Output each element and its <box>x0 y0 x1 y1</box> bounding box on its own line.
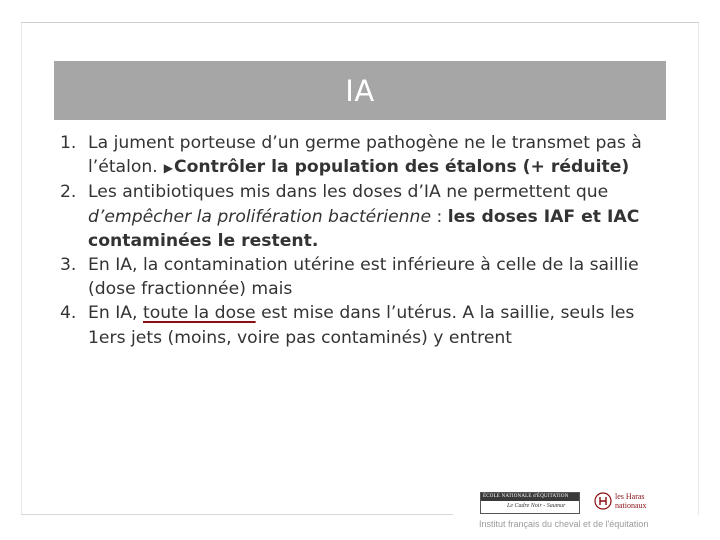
ecole-logo-line1: ÉCOLE NATIONALE d'ÉQUITATION <box>483 494 569 499</box>
item-text: En IA, <box>88 303 143 324</box>
haras-logo-text <box>615 492 647 510</box>
list-number: 2. <box>60 182 77 203</box>
item-text: En IA, la contamination utérine est inférieure à celle de la saillie (dose fractionnée) mais <box>88 255 639 300</box>
haras-crest-icon <box>594 492 612 510</box>
item-text: La jument porteuse d’un germe pathogène ne le transmet pas à l’étalon. <box>88 133 642 178</box>
item-italic-text: d’empêcher la prolifération bactérienne <box>88 206 432 227</box>
slide-title: IA <box>345 74 375 108</box>
item-text-separator: : <box>431 206 448 227</box>
list-item-2 <box>60 180 670 253</box>
institut-caption: Institut français du cheval et de l'équitation <box>479 519 649 529</box>
haras-logo-line1: les Haras <box>615 492 645 501</box>
item-text: Les antibiotiques mis dans les doses d’IA ne permettent que <box>88 182 609 203</box>
list-number: 4. <box>60 303 77 324</box>
list-number: 3. <box>60 255 77 276</box>
list-item-3 <box>60 253 670 301</box>
slide-content <box>60 131 670 350</box>
item-underlined-text: toute la dose <box>142 303 256 324</box>
footer-logos <box>476 488 672 534</box>
item-bold-text: Contrôler la population des étalons (+ réduite) <box>173 157 630 178</box>
ecole-equitation-logo <box>480 492 580 514</box>
item-bold-text: les doses IAF et IAC contaminées le restent. <box>88 206 640 251</box>
title-bar <box>54 61 666 120</box>
item-text-continued: est mise dans l’utérus. A la saillie, seuls les 1ers jets (moins, voire pas contaminés) y entrent <box>88 303 635 348</box>
list-item-4 <box>60 301 670 349</box>
list-item-1 <box>60 131 670 180</box>
haras-logo-line2: nationaux <box>615 501 647 510</box>
slide-divider <box>21 514 453 515</box>
ecole-logo-line2: Le Cadre Noir - Saumur <box>507 503 566 509</box>
list-number: 1. <box>60 133 77 153</box>
arrow-bullet-icon: ▶ <box>163 161 173 176</box>
